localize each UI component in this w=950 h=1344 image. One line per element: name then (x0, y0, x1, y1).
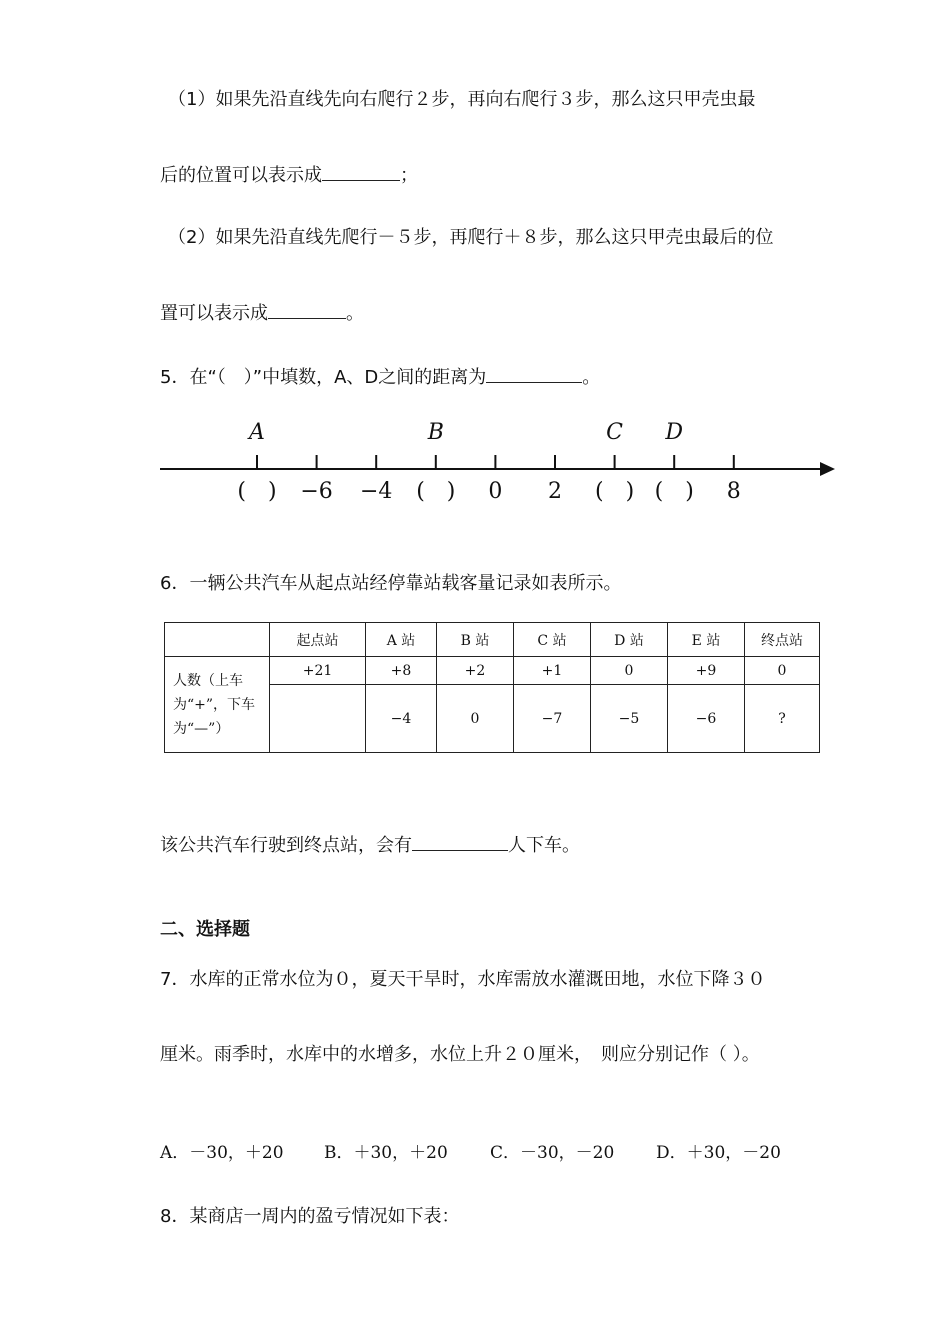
table-cell: +9 (668, 657, 745, 685)
table-cell: +21 (270, 657, 366, 685)
table-corner-cell (165, 623, 270, 657)
answer-blank[interactable] (412, 832, 508, 851)
number-line-point-label: D (665, 420, 684, 445)
table-cell: +8 (366, 657, 437, 685)
bus-passenger-table (164, 622, 820, 753)
table-cell (270, 685, 366, 753)
table-cell: −7 (514, 685, 591, 753)
table-header-cell: B 站 (437, 623, 514, 657)
number-line-point-label: B (427, 420, 444, 445)
answer-blank[interactable] (268, 300, 346, 319)
table-cell: 0 (591, 657, 668, 685)
number-line-tick-label[interactable]: ( ) (595, 479, 635, 504)
number-line (155, 415, 845, 515)
option-a[interactable]: A．－30，＋20 (160, 1143, 284, 1163)
table-row-on (165, 657, 820, 685)
number-line-point-label: C (606, 420, 624, 445)
table-cell: 0 (745, 657, 820, 685)
number-line-tick-label[interactable]: ( ) (237, 479, 277, 504)
number-line-tick-label: 8 (726, 479, 741, 504)
number-line-arrow (820, 462, 835, 476)
q4-part2-line1: （2）如果先沿直线先爬行－５步，再爬行＋８步，那么这只甲壳虫最后的位 (168, 227, 774, 248)
q7-line2: 厘米。雨季时，水库中的水增多，水位上升２０厘米， 则应分别记作（ ）。 (160, 1044, 760, 1065)
table-header-row (165, 623, 820, 657)
q4-part1-line1: （1）如果先沿直线先向右爬行２步，再向右爬行３步，那么这只甲壳虫最 (168, 89, 756, 110)
number-line-tick-label: −4 (359, 479, 393, 504)
section-title: 二、选择题 (160, 919, 250, 940)
table-cell: +2 (437, 657, 514, 685)
q6-answer: 该公共汽车行驶到终点站，会有 人下车。 (160, 832, 580, 858)
table-cell: −5 (591, 685, 668, 753)
table-header-cell: 起点站 (270, 623, 366, 657)
option-d[interactable]: D．＋30，－20 (656, 1143, 781, 1163)
number-line-tick-label: 2 (548, 479, 562, 504)
option-b[interactable]: B．＋30，＋20 (324, 1143, 448, 1163)
table-cell: +1 (514, 657, 591, 685)
q8-text: 8．某商店一周内的盈亏情况如下表： (160, 1206, 460, 1227)
number-line-tick-label[interactable]: ( ) (654, 479, 694, 504)
table-cell: −4 (366, 685, 437, 753)
table-header-cell: E 站 (668, 623, 745, 657)
table-header-cell: 终点站 (745, 623, 820, 657)
number-line-tick-label: 0 (488, 479, 503, 504)
number-line-tick-label[interactable]: ( ) (416, 479, 456, 504)
table-header-cell: C 站 (514, 623, 591, 657)
q5-text: 5．在“（ ）”中填数，A、D之间的距离为 。 (160, 364, 600, 390)
number-line-tick-label: −6 (300, 479, 333, 504)
table-header-cell: D 站 (591, 623, 668, 657)
answer-blank[interactable] (486, 364, 582, 383)
table-cell: −6 (668, 685, 745, 753)
option-c[interactable]: C．－30，－20 (490, 1143, 615, 1163)
table-cell: ? (745, 685, 820, 753)
table-row-label: 人数（上车为“+”，下车为“—”） (165, 657, 270, 753)
answer-blank[interactable] (322, 162, 400, 181)
number-line-point-label: A (249, 420, 265, 445)
q7-options (160, 1141, 781, 1165)
table-header-cell: A 站 (366, 623, 437, 657)
q6-text: 6．一辆公共汽车从起点站经停靠站载客量记录如表所示。 (160, 573, 622, 594)
table-cell: 0 (437, 685, 514, 753)
q4-part2-line2: 置可以表示成 。 (160, 300, 364, 326)
q7-line1: 7．水库的正常水位为０，夏天干旱时，水库需放水灌溉田地，水位下降３０ (160, 969, 766, 990)
q4-part1-line2: 后的位置可以表示成 ； (160, 162, 418, 188)
